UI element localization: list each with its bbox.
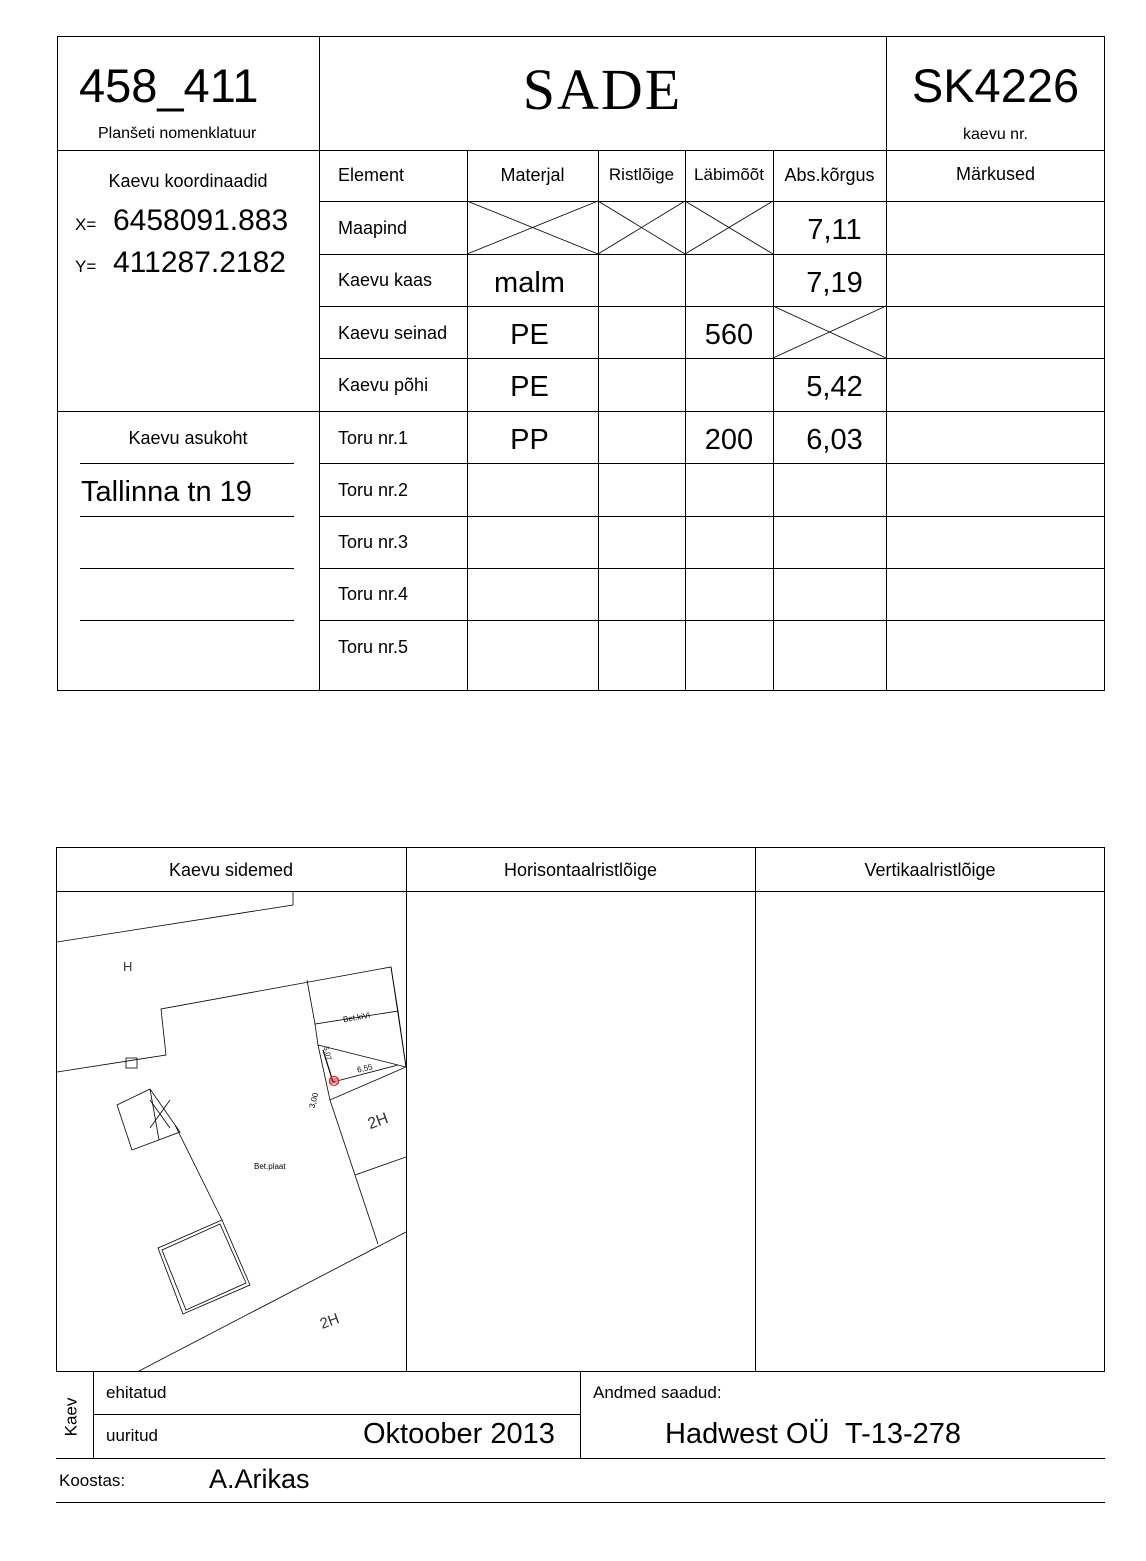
cell-materjal-toru-1: PP — [510, 424, 549, 456]
kaev-label: Kaev — [61, 1397, 81, 1437]
row-label-maapind: Maapind — [338, 218, 408, 238]
divider — [319, 568, 1105, 569]
well-number: SK4226 — [911, 59, 1080, 112]
cell-materjal-kaevu-seinad: PE — [510, 319, 549, 351]
cell-materjal-kaevu-pohi: PE — [510, 371, 549, 403]
andmed-label: Andmed saadud: — [593, 1383, 722, 1402]
divider — [319, 358, 1105, 359]
cell-labimoot-toru-1: 200 — [704, 424, 754, 456]
y-coordinate: 411287.2182 — [113, 246, 286, 279]
sketch-label-bet-kivi: Bet.kiVi — [342, 1010, 371, 1025]
uuritud-date: Oktoober 2013 — [363, 1418, 555, 1450]
plansheet-number: 458_411 — [79, 59, 259, 112]
divider — [56, 1458, 1105, 1459]
divider — [93, 1414, 580, 1415]
cell-abs-maapind: 7,11 — [807, 214, 862, 246]
sketch-label-2h-lower: 2H — [317, 1310, 342, 1333]
uuritud-label: uuritud — [106, 1426, 158, 1445]
divider — [319, 516, 1105, 517]
divider — [685, 150, 686, 691]
underline — [80, 463, 294, 464]
sketch-dim-2: 6,55 — [356, 1062, 374, 1075]
x-label: X= — [75, 215, 97, 234]
row-label-kaevu-seinad: Kaevu seinad — [338, 323, 448, 343]
divider — [319, 36, 320, 691]
underline — [80, 620, 294, 621]
divider — [467, 150, 468, 691]
x-coordinate: 6458091.883 — [113, 204, 289, 237]
panel-title-horisontaal: Horisontaalristlõige — [503, 860, 658, 880]
divider — [319, 201, 1105, 202]
cell-abs-kaevu-pohi: 5,42 — [806, 371, 863, 403]
col-header-labimoot: Läbimõõt — [694, 165, 764, 184]
panels-border — [56, 847, 1105, 1372]
divider — [406, 847, 407, 1372]
underline — [80, 568, 294, 569]
divider — [319, 254, 1105, 255]
divider — [319, 620, 1105, 621]
panel-title-sidemed: Kaevu sidemed — [168, 860, 294, 880]
col-header-materjal: Materjal — [500, 165, 565, 185]
sketch-dim-1: 5,07 — [321, 1046, 332, 1061]
row-label-toru-1: Toru nr.1 — [338, 428, 409, 448]
location-label: Kaevu asukoht — [128, 428, 248, 448]
cell-abs-toru-1: 6,03 — [806, 424, 863, 456]
row-label-toru-5: Toru nr.5 — [338, 637, 409, 657]
divider — [93, 1372, 94, 1458]
location-address: Tallinna tn 19 — [81, 476, 252, 508]
coordinates-label: Kaevu koordinaadid — [108, 171, 268, 191]
divider — [580, 1372, 581, 1458]
col-header-markused: Märkused — [955, 164, 1036, 184]
andmed-source: Hadwest OÜ T-13-278 — [665, 1418, 962, 1450]
sketch-label-bet-plaat: Bet.plaat — [254, 1162, 286, 1171]
divider — [319, 463, 1105, 464]
sketch-dim-3: 3,00 — [307, 1091, 321, 1110]
y-label: Y= — [75, 257, 97, 276]
koostas-name: A.Arikas — [209, 1464, 310, 1494]
divider — [598, 150, 599, 691]
koostas-label: Koostas: — [59, 1471, 126, 1490]
cell-labimoot-kaevu-seinad: 560 — [704, 319, 754, 351]
divider — [57, 411, 1105, 412]
col-header-abs-korgus: Abs.kõrgus — [784, 165, 875, 185]
document-title: SADE — [522, 57, 683, 122]
cell-materjal-kaevu-kaas: malm — [494, 267, 565, 299]
plansheet-label: Planšeti nomenklatuur — [98, 125, 257, 142]
panel-title-vertikaal: Vertikaalristlõige — [864, 860, 996, 880]
underline — [80, 516, 294, 517]
row-label-toru-3: Toru nr.3 — [338, 532, 409, 552]
divider — [56, 891, 1105, 892]
divider — [319, 306, 1105, 307]
row-label-kaevu-pohi: Kaevu põhi — [338, 375, 429, 395]
row-label-kaevu-kaas: Kaevu kaas — [338, 270, 433, 290]
well-number-label: kaevu nr. — [963, 126, 1028, 143]
col-header-ristloige: Ristlõige — [608, 165, 675, 184]
sketch-label-h: H — [123, 959, 133, 974]
col-header-element: Element — [338, 165, 405, 185]
cell-abs-kaevu-kaas: 7,19 — [806, 267, 863, 299]
divider — [56, 1502, 1105, 1503]
row-label-toru-4: Toru nr.4 — [338, 584, 409, 604]
divider — [755, 847, 756, 1372]
divider — [57, 150, 1105, 151]
sketch-label-2h-upper: 2H — [365, 1110, 391, 1134]
ehitatud-label: ehitatud — [106, 1383, 167, 1402]
row-label-toru-2: Toru nr.2 — [338, 480, 409, 500]
